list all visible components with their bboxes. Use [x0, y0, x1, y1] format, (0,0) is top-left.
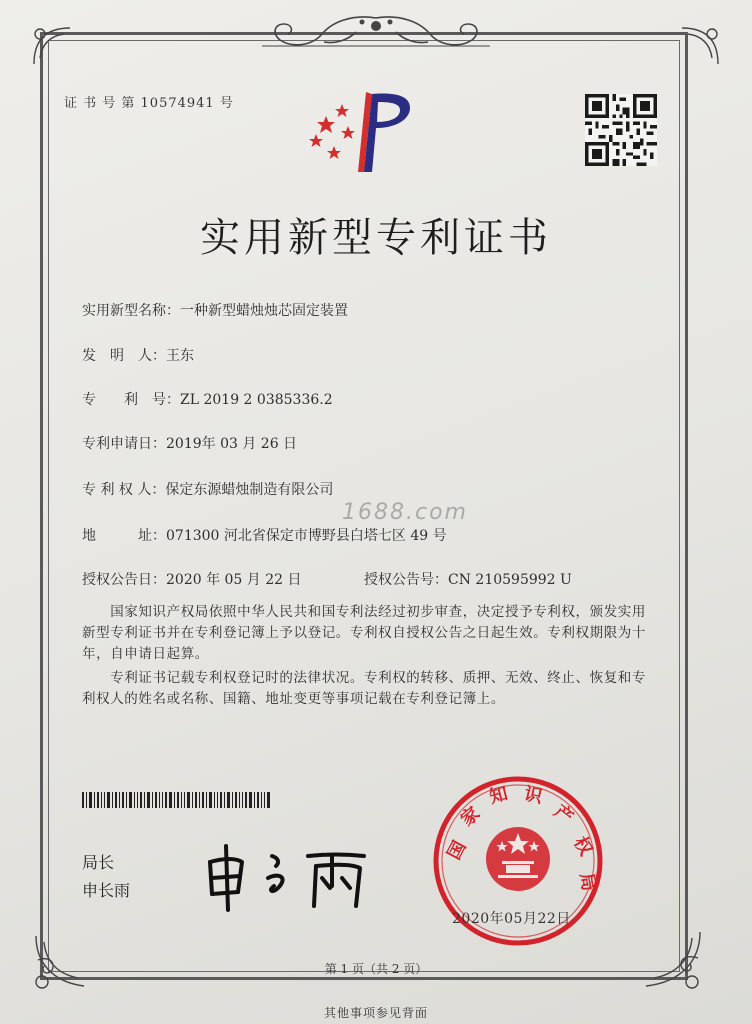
signatory-name: 申长雨 [82, 881, 131, 900]
field-value: 王东 [166, 348, 194, 364]
field-utility-model-name [82, 300, 348, 320]
certificate-title: 实用新型专利证书 [200, 215, 552, 261]
body-line: 专利证书记载专利权登记时的法律状况。专利权的转移、质押、无效、终止、恢复和专 [82, 670, 646, 686]
field-value: 一种新型蜡烛烛芯固定装置 [180, 303, 348, 319]
field-label: 授权公告号： [364, 572, 448, 588]
qr-code-icon [585, 94, 657, 166]
body-line: 利权人的姓名或名称、国籍、地址变更等事项记载在专利登记簿上。 [82, 691, 505, 707]
field-filing-date [82, 433, 297, 453]
svg-text:权: 权 [569, 833, 597, 860]
certificate-number: 证 书 号 第 10574941 号 [64, 96, 234, 111]
field-label: 专 利 权 人： [82, 482, 166, 498]
field-patentee [82, 479, 333, 499]
field-label: 实用新型名称： [82, 303, 180, 319]
body-paragraph-2 [82, 668, 652, 710]
corner-ornament-top-right [676, 24, 722, 70]
seal-date: 2020年05月22日 [452, 911, 571, 927]
field-inventor [82, 345, 194, 365]
field-label: 专 利 号： [82, 392, 180, 408]
top-ornament [252, 10, 500, 58]
svg-text:局: 局 [575, 871, 600, 893]
field-label: 发 明 人： [82, 348, 166, 364]
field-value: 2020 年 05 月 22 日 [166, 572, 302, 588]
field-label: 地 址： [82, 528, 166, 544]
handwritten-signature-icon [196, 822, 376, 912]
field-grant-date [82, 569, 302, 589]
barcode-icon [82, 792, 272, 808]
field-grant-number [364, 569, 572, 589]
svg-text:产: 产 [549, 800, 577, 829]
body-line: 新型专利证书并在专利登记簿上予以登记。专利权自授权公告之日起生效。专利权期限为十 [82, 625, 646, 641]
svg-text:识: 识 [522, 783, 545, 808]
field-label: 授权公告日： [82, 572, 166, 588]
field-value: ZL 2019 2 0385336.2 [180, 392, 333, 408]
field-label: 专利申请日： [82, 436, 166, 452]
signatory-title: 局长 [82, 853, 115, 872]
svg-text:国: 国 [443, 837, 471, 864]
corner-ornament-top-left [30, 24, 76, 70]
body-line: 年，自申请日起算。 [82, 646, 209, 662]
svg-text:家: 家 [456, 802, 485, 831]
field-address [82, 525, 447, 545]
field-value: 2019年 03 月 26 日 [166, 436, 298, 452]
footer-note: 其他事项参见背面 [323, 1006, 428, 1020]
field-value: 071300 河北省保定市博野县白塔七区 49 号 [166, 528, 447, 544]
watermark: 1688.com [342, 500, 468, 525]
field-value: CN 210595992 U [448, 572, 572, 588]
body-line: 国家知识产权局依照中华人民共和国专利法经过初步审查，决定授予专利权，颁发实用 [82, 604, 646, 620]
field-value: 保定东源蜡烛制造有限公司 [165, 482, 334, 498]
svg-text:知: 知 [487, 783, 510, 809]
field-patent-number [82, 389, 333, 409]
body-paragraph-1 [82, 602, 652, 665]
page-indicator: 第 1 页（共 2 页） [324, 962, 428, 976]
cnipa-logo-icon [306, 88, 422, 180]
